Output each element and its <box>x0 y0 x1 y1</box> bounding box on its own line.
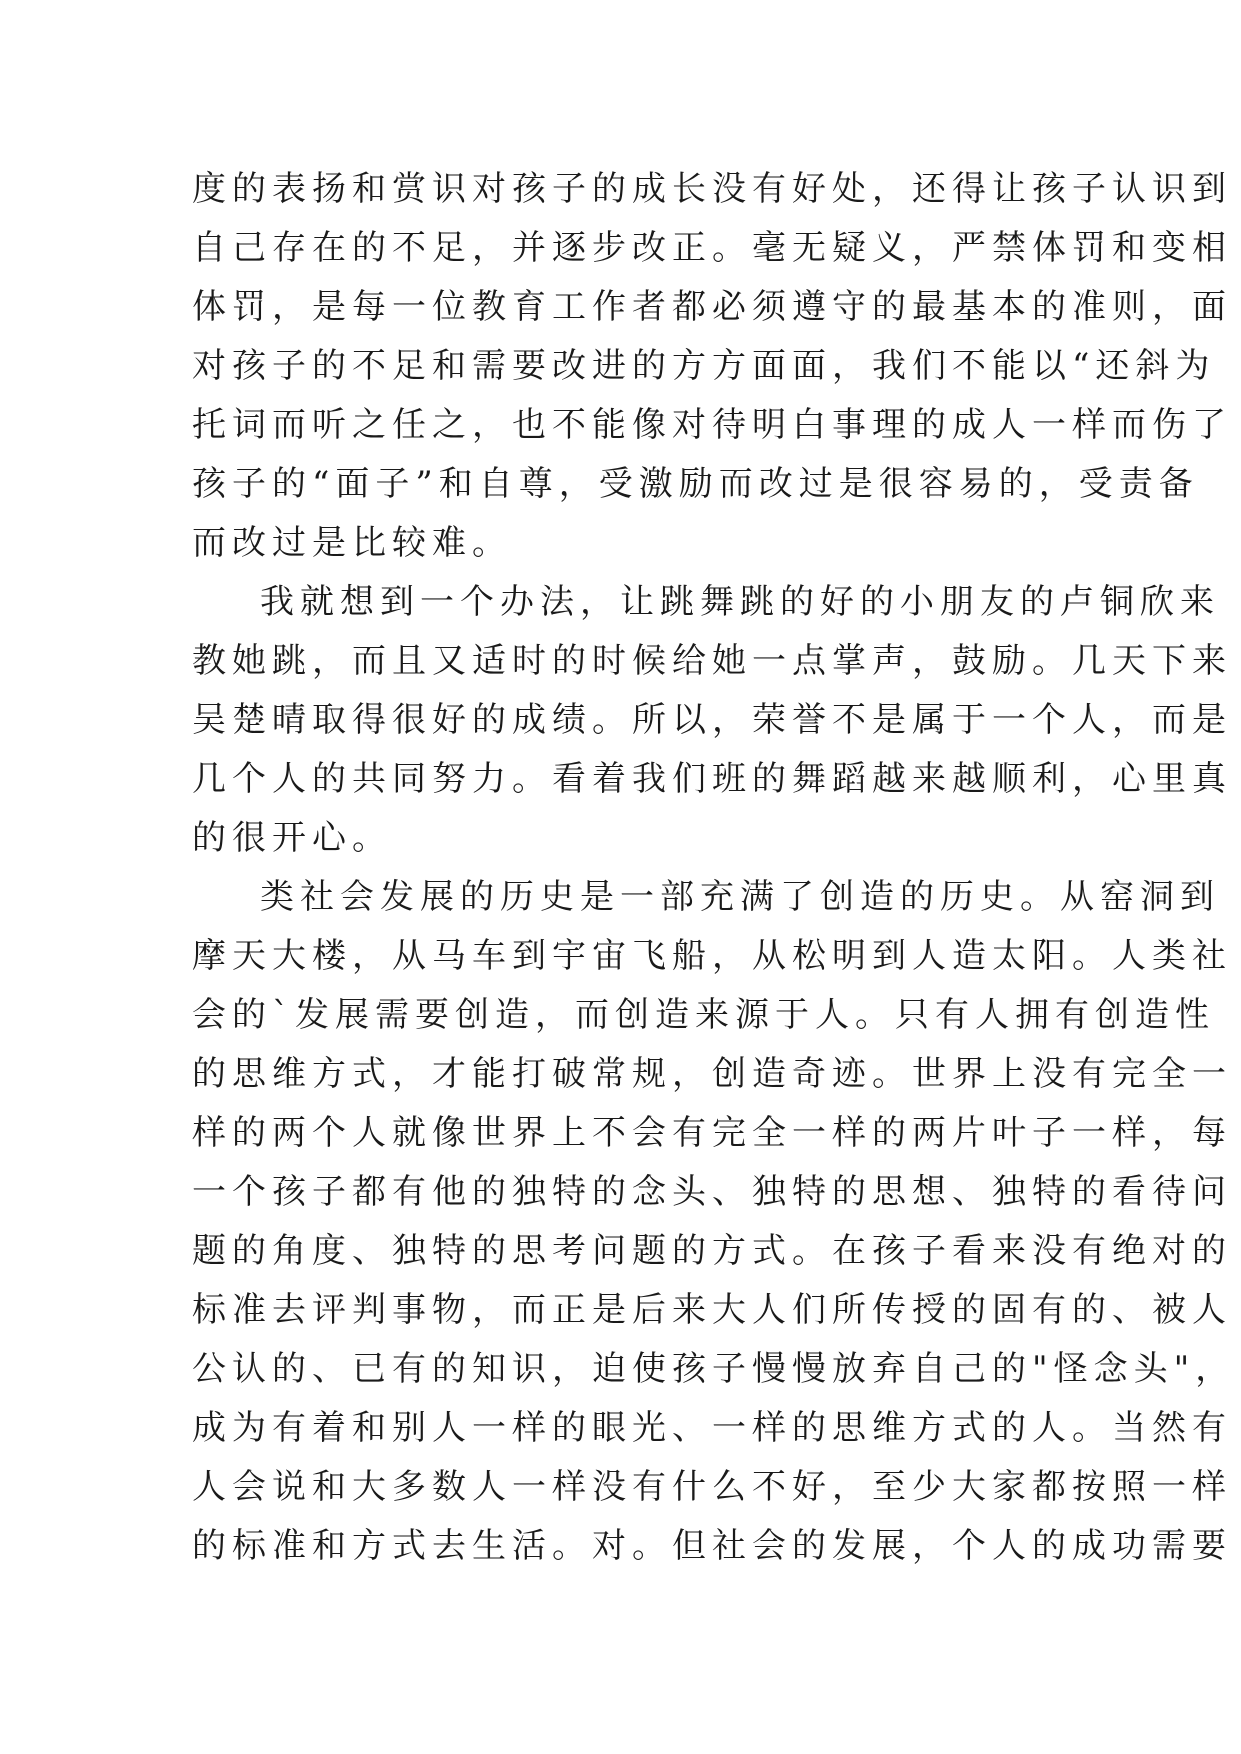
text-line: 一个孩子都有他的独特的念头、独特的思想、独特的看待问 <box>192 1172 1232 1212</box>
text-line: 样的两个人就像世界上不会有完全一样的两片叶子一样，每 <box>192 1113 1232 1153</box>
paragraph <box>192 160 1232 573</box>
text-line: 我就想到一个办法，让跳舞跳的好的小朋友的卢铜欣来 <box>260 582 1220 622</box>
text-line: 公认的、已有的知识，迫使孩子慢慢放弃自己的"怪念头"， <box>192 1349 1236 1389</box>
paragraph <box>192 573 1232 868</box>
text-line: 的标准和方式去生活。对。但社会的发展，个人的成功需要 <box>192 1526 1232 1566</box>
text-line: 吴楚晴取得很好的成绩。所以，荣誉不是属于一个人，而是 <box>192 700 1232 740</box>
text-line: 体罚，是每一位教育工作者都必须遵守的最基本的准则，面 <box>192 287 1232 327</box>
text-line: 的思维方式，才能打破常规，创造奇迹。世界上没有完全一 <box>192 1054 1232 1094</box>
text-line: 会的`发展需要创造，而创造来源于人。只有人拥有创造性 <box>192 995 1215 1035</box>
text-line: 摩天大楼，从马车到宇宙飞船，从松明到人造太阳。人类社 <box>192 936 1232 976</box>
text-line: 托词而听之任之，也不能像对待明白事理的成人一样而伤了 <box>192 405 1232 445</box>
text-line: 教她跳，而且又适时的时候给她一点掌声，鼓励。几天下来 <box>192 641 1232 681</box>
text-line: 类社会发展的历史是一部充满了创造的历史。从窑洞到 <box>260 877 1220 917</box>
text-line: 的很开心。 <box>192 818 392 858</box>
text-line: 标准去评判事物，而正是后来大人们所传授的固有的、被人 <box>192 1290 1232 1330</box>
text-line: 孩子的“面子”和自尊，受激励而改过是很容易的，受责备 <box>192 464 1199 504</box>
text-line: 几个人的共同努力。看着我们班的舞蹈越来越顺利，心里真 <box>192 759 1232 799</box>
text-line: 对孩子的不足和需要改进的方方面面，我们不能以“还斜为 <box>192 346 1216 386</box>
text-line: 成为有着和别人一样的眼光、一样的思维方式的人。当然有 <box>192 1408 1232 1448</box>
paragraph <box>192 868 1236 1576</box>
text-line: 人会说和大多数人一样没有什么不好，至少大家都按照一样 <box>192 1467 1232 1507</box>
text-line: 度的表扬和赏识对孩子的成长没有好处，还得让孩子认识到 <box>192 169 1232 209</box>
body-text <box>192 160 1236 1576</box>
text-line: 自己存在的不足，并逐步改正。毫无疑义，严禁体罚和变相 <box>192 228 1232 268</box>
text-line: 而改过是比较难。 <box>192 523 512 563</box>
text-line: 题的角度、独特的思考问题的方式。在孩子看来没有绝对的 <box>192 1231 1232 1271</box>
